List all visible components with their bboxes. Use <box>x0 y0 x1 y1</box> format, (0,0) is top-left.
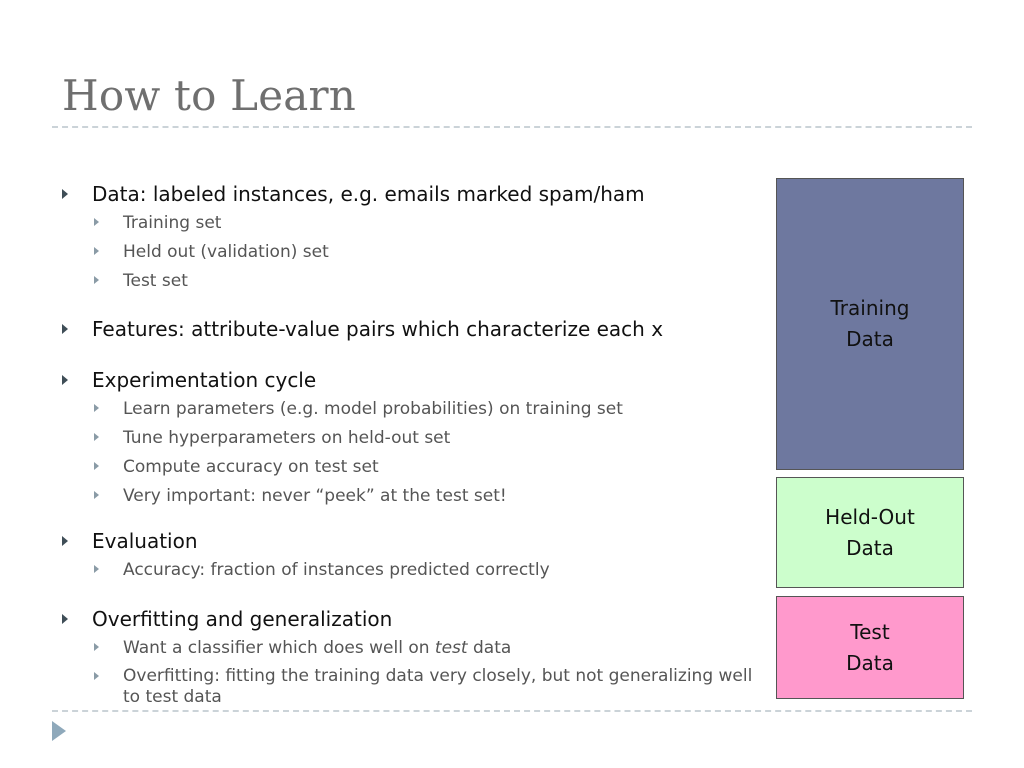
sub-bullet-text: Learn parameters (e.g. model probabilities) on training set <box>123 399 623 419</box>
bullet-main <box>62 605 762 633</box>
heldout-box-label-line1: Held-Out <box>825 504 915 529</box>
sub-bullet <box>62 559 762 581</box>
training-box-label-line2: Data <box>846 327 894 351</box>
sub-bullet <box>62 241 762 263</box>
sub-bullet-arrow-icon <box>94 565 99 573</box>
training-box-label-line1: Training <box>830 296 910 320</box>
sub-bullet-text: Training set <box>123 213 222 233</box>
sub-bullet-text: Tune hyperparameters on held-out set <box>123 428 451 448</box>
bullet-text: Evaluation <box>92 529 198 553</box>
sub-bullet <box>62 666 762 708</box>
bullet-arrow-icon <box>62 189 68 199</box>
sub-bullet-text: Test set <box>123 271 188 291</box>
bullet-main <box>62 315 762 343</box>
sub-bullet-arrow-icon <box>94 247 99 255</box>
sub-bullet-text: Accuracy: fraction of instances predicted correctly <box>123 560 550 580</box>
sub-bullet <box>62 485 762 507</box>
bullet-section-overfitting <box>62 605 762 708</box>
bullet-section-data <box>62 180 762 292</box>
sub-bullet-text-before: Want a classifier which does well on <box>123 638 435 658</box>
test-data-box <box>776 596 964 699</box>
heldout-box-label-line2: Data <box>846 535 894 560</box>
bullet-arrow-icon <box>62 324 68 334</box>
sub-bullet-arrow-icon <box>94 672 99 680</box>
bullet-text: Features: attribute-value pairs which characterize each x <box>92 317 664 341</box>
play-icon[interactable] <box>52 721 66 741</box>
bullet-list <box>62 180 762 708</box>
sub-bullet-arrow-icon <box>94 433 99 441</box>
sub-bullet <box>62 637 762 659</box>
sub-bullet-text: Compute accuracy on test set <box>123 457 379 477</box>
training-data-box <box>776 178 964 470</box>
sub-bullet <box>62 427 762 449</box>
sub-bullet-arrow-icon <box>94 462 99 470</box>
sub-bullet-arrow-icon <box>94 491 99 499</box>
bullet-main <box>62 366 762 394</box>
sub-bullet-arrow-icon <box>94 276 99 284</box>
sub-bullet-arrow-icon <box>94 218 99 226</box>
bullet-section-evaluation <box>62 527 762 581</box>
bullet-arrow-icon <box>62 375 68 385</box>
footer-divider <box>52 710 972 712</box>
sub-bullet <box>62 270 762 292</box>
sub-bullet-text-after: data <box>467 638 512 658</box>
sub-bullet-arrow-icon <box>94 404 99 412</box>
slide-title: How to Learn <box>62 71 357 120</box>
sub-bullet <box>62 398 762 420</box>
bullet-section-features <box>62 315 762 343</box>
bullet-section-experimentation <box>62 366 762 507</box>
sub-bullet-text-emphasis: test <box>434 638 468 658</box>
sub-bullet <box>62 212 762 234</box>
title-divider <box>52 126 972 128</box>
bullet-text: Experimentation cycle <box>92 368 317 392</box>
bullet-arrow-icon <box>62 614 68 624</box>
sub-bullet-text: Very important: never “peek” at the test set! <box>123 486 507 506</box>
bullet-text: Overfitting and generalization <box>92 607 393 631</box>
heldout-data-box <box>776 477 964 588</box>
bullet-text: Data: labeled instances, e.g. emails marked spam/ham <box>92 182 645 206</box>
sub-bullet-arrow-icon <box>94 643 99 651</box>
sub-bullet <box>62 456 762 478</box>
bullet-arrow-icon <box>62 536 68 546</box>
sub-bullet-text: Overfitting: fitting the training data very closely, but not generalizing well to test data <box>123 666 753 707</box>
bullet-main <box>62 180 762 208</box>
bullet-main <box>62 527 762 555</box>
test-box-label-line2: Data <box>846 650 894 675</box>
test-box-label-line1: Test <box>850 619 890 644</box>
sub-bullet-text: Held out (validation) set <box>123 242 329 262</box>
